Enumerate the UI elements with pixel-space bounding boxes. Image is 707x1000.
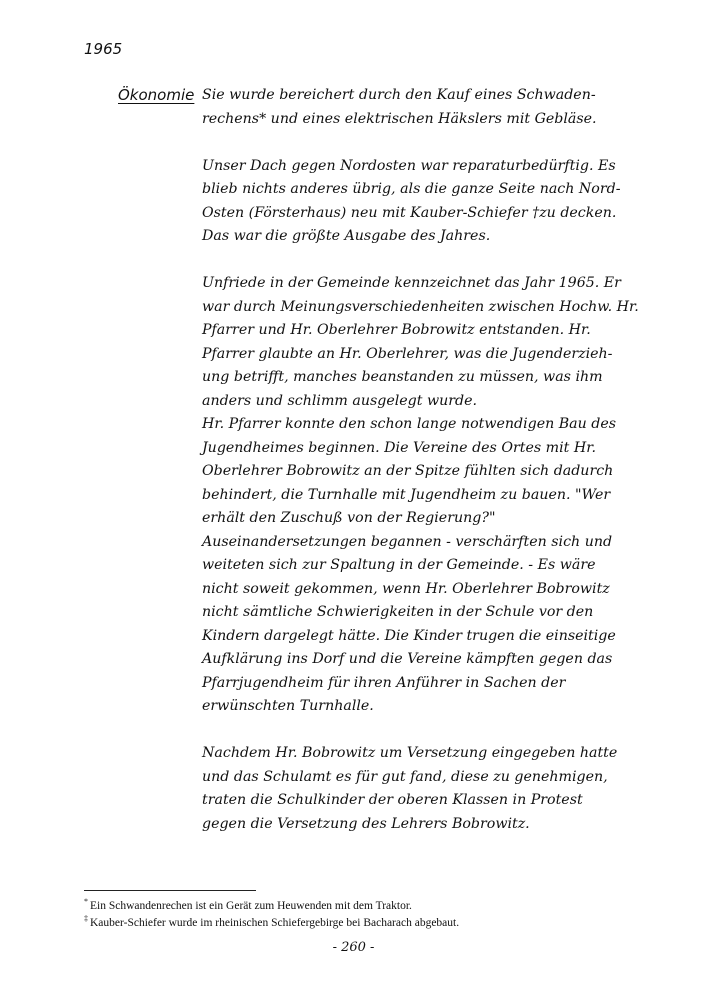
body-line: gegen die Versetzung des Lehrers Bobrowitz.: [202, 815, 530, 832]
paragraph-gap: [202, 131, 632, 155]
body-line: und das Schulamt es für gut fand, diese zu genehmigen,: [202, 768, 608, 785]
body-line: nicht sämtliche Schwierigkeiten in der Schule vor den: [202, 604, 594, 620]
body-line: war durch Meinungsverschiedenheiten zwischen Hochw. Hr.: [202, 298, 639, 315]
section-label: Ökonomie: [118, 86, 195, 104]
body-line: weiteten sich zur Spaltung in der Gemeinde. - Es wäre: [202, 557, 596, 573]
body-line: Kindern dargelegt hätte. Die Kinder trugen die einseitige: [202, 627, 616, 644]
body-line: Auseinandersetzungen begannen - verschärften sich und: [202, 533, 613, 550]
body-line: erwünschten Turnhalle.: [202, 698, 374, 714]
footnote: [84, 898, 459, 915]
body-line: Jugendheimes beginnen. Die Vereine des Ortes mit Hr.: [202, 439, 596, 456]
body-line: Hr. Pfarrer konnte den schon lange notwendigen Bau des: [202, 416, 617, 432]
footnote-text: Kauber-Schiefer wurde im rheinischen Schiefergebirge bei Bacharach abgebaut.: [90, 917, 460, 929]
paragraph-gap: [202, 249, 632, 273]
body-line: Pfarrjugendheim für ihren Anführer in Sachen der: [202, 674, 566, 691]
body-line: behindert, die Turnhalle mit Jugendheim zu bauen. "Wer: [202, 486, 611, 503]
body-line: Aufklärung ins Dorf und die Vereine kämpften gegen das: [202, 651, 613, 667]
body-line: blieb nichts anderes übrig, als die ganze Seite nach Nord-: [202, 181, 621, 197]
paragraph-gap: [202, 719, 632, 743]
body-line: Osten (Försterhaus) neu mit Kauber-Schiefer †zu decken.: [202, 204, 617, 221]
body-line: nicht soweit gekommen, wenn Hr. Oberlehrer Bobrowitz: [202, 580, 610, 597]
body-line: Sie wurde bereichert durch den Kauf eines Schwaden-: [202, 87, 596, 103]
footnote-divider: [84, 890, 256, 891]
body-line: Unfriede in der Gemeinde kennzeichnet das Jahr 1965. Er: [202, 275, 621, 291]
body-line: Unser Dach gegen Nordosten war reparaturbedürftig. Es: [202, 157, 616, 174]
body-line: erhält den Zuschuß von der Regierung?": [202, 510, 496, 526]
body-line: traten die Schulkinder der oberen Klassen in Protest: [202, 792, 583, 808]
footnote-marker: ‡: [84, 914, 88, 924]
footnotes: [84, 898, 459, 932]
page-year: 1965: [84, 40, 123, 58]
body-line: ung betrifft, manches beanstanden zu müssen, was ihm: [202, 369, 603, 385]
body-line: Pfarrer und Hr. Oberlehrer Bobrowitz entstanden. Hr.: [202, 322, 591, 338]
body-line: Pfarrer glaubte an Hr. Oberlehrer, was die Jugenderzieh-: [202, 345, 613, 362]
footnote-marker: *: [84, 897, 88, 907]
body-line: Nachdem Hr. Bobrowitz um Versetzung eingegeben hatte: [202, 745, 618, 761]
body-text: [202, 84, 639, 836]
footnote: [84, 915, 459, 932]
body-line: Das war die größte Ausgabe des Jahres.: [202, 228, 491, 244]
body-line: Oberlehrer Bobrowitz an der Spitze fühlten sich dadurch: [202, 463, 614, 479]
body-line: anders und schlimm ausgelegt wurde.: [202, 392, 478, 409]
footnote-text: Ein Schwandenrechen ist ein Gerät zum Heuwenden mit dem Traktor.: [90, 900, 412, 912]
body-line: rechens* und eines elektrischen Häkslers mit Gebläse.: [202, 110, 597, 127]
page-number: - 260 -: [332, 940, 375, 955]
